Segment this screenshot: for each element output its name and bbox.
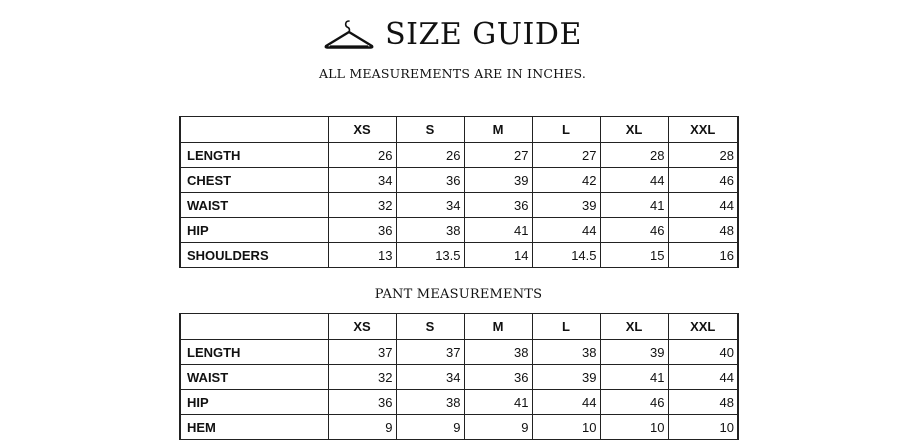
column-header-m: M <box>464 117 532 143</box>
table-cell: 27 <box>464 143 532 168</box>
table-cell: 42 <box>532 168 600 193</box>
top-size-table <box>179 116 739 268</box>
table-row <box>180 143 738 168</box>
table-cell: 15 <box>600 243 668 268</box>
table-cell: 41 <box>600 193 668 218</box>
column-header-xs: XS <box>328 117 396 143</box>
table-cell: 39 <box>600 340 668 365</box>
table-cell: 26 <box>328 143 396 168</box>
table-cell: 44 <box>532 390 600 415</box>
hanger-icon <box>323 17 375 51</box>
table-cell: 44 <box>668 365 738 390</box>
table-cell: 48 <box>668 218 738 243</box>
table-cell: 41 <box>464 390 532 415</box>
column-header-l: L <box>532 117 600 143</box>
column-header-xxl: XXL <box>668 117 738 143</box>
table-cell: 36 <box>464 365 532 390</box>
column-header-xl: XL <box>600 117 668 143</box>
row-label: LENGTH <box>180 143 328 168</box>
row-label: WAIST <box>180 193 328 218</box>
column-header-m: M <box>464 314 532 340</box>
table-row <box>180 415 738 440</box>
table-cell: 13.5 <box>396 243 464 268</box>
column-header-xl: XL <box>600 314 668 340</box>
row-label: LENGTH <box>180 340 328 365</box>
table-cell: 27 <box>532 143 600 168</box>
table-header-row <box>180 314 738 340</box>
table-cell: 44 <box>600 168 668 193</box>
title-row <box>0 14 905 54</box>
row-label: WAIST <box>180 365 328 390</box>
table-row <box>180 390 738 415</box>
table-cell: 32 <box>328 365 396 390</box>
table-cell: 9 <box>464 415 532 440</box>
table-cell: 38 <box>464 340 532 365</box>
table-cell: 39 <box>532 365 600 390</box>
table-cell: 36 <box>464 193 532 218</box>
table-cell: 16 <box>668 243 738 268</box>
table-row <box>180 193 738 218</box>
column-header-xxl: XXL <box>668 314 738 340</box>
table-cell: 34 <box>396 365 464 390</box>
table-cell: 26 <box>396 143 464 168</box>
column-header-xs: XS <box>328 314 396 340</box>
table-row <box>180 365 738 390</box>
table-cell: 38 <box>396 218 464 243</box>
table-cell: 37 <box>328 340 396 365</box>
row-label: HEM <box>180 415 328 440</box>
table-cell: 40 <box>668 340 738 365</box>
table-cell: 41 <box>464 218 532 243</box>
column-header-l: L <box>532 314 600 340</box>
table-cell: 10 <box>600 415 668 440</box>
table-cell: 10 <box>532 415 600 440</box>
table-cell: 38 <box>396 390 464 415</box>
table-cell: 9 <box>328 415 396 440</box>
table-cell: 34 <box>396 193 464 218</box>
table-cell: 36 <box>396 168 464 193</box>
pant-section-title: PANT MEASUREMENTS <box>374 287 543 302</box>
table-cell: 32 <box>328 193 396 218</box>
table-cell: 46 <box>668 168 738 193</box>
column-header-s: S <box>396 117 464 143</box>
table-cell: 14.5 <box>532 243 600 268</box>
table-cell: 10 <box>668 415 738 440</box>
table-cell: 13 <box>328 243 396 268</box>
table-cell: 36 <box>328 218 396 243</box>
table-row <box>180 218 738 243</box>
table-cell: 44 <box>668 193 738 218</box>
table-cell: 46 <box>600 218 668 243</box>
table-cell: 36 <box>328 390 396 415</box>
table-cell: 39 <box>532 193 600 218</box>
table-row <box>180 168 738 193</box>
row-label: CHEST <box>180 168 328 193</box>
table-cell: 41 <box>600 365 668 390</box>
table-cell: 14 <box>464 243 532 268</box>
table-cell: 9 <box>396 415 464 440</box>
table-cell: 34 <box>328 168 396 193</box>
table-cell: 28 <box>600 143 668 168</box>
row-label: SHOULDERS <box>180 243 328 268</box>
table-row <box>180 340 738 365</box>
row-label: HIP <box>180 218 328 243</box>
column-header-s: S <box>396 314 464 340</box>
column-header <box>180 117 328 143</box>
table-row <box>180 243 738 268</box>
row-label: HIP <box>180 390 328 415</box>
column-header <box>180 314 328 340</box>
table-cell: 38 <box>532 340 600 365</box>
table-cell: 28 <box>668 143 738 168</box>
page-title: SIZE GUIDE <box>385 16 582 52</box>
table-cell: 46 <box>600 390 668 415</box>
table-header-row <box>180 117 738 143</box>
table-cell: 44 <box>532 218 600 243</box>
pant-size-table <box>179 313 739 440</box>
table-cell: 48 <box>668 390 738 415</box>
table-cell: 37 <box>396 340 464 365</box>
measurement-unit-note: ALL MEASUREMENTS ARE IN INCHES. <box>318 66 587 81</box>
table-cell: 39 <box>464 168 532 193</box>
